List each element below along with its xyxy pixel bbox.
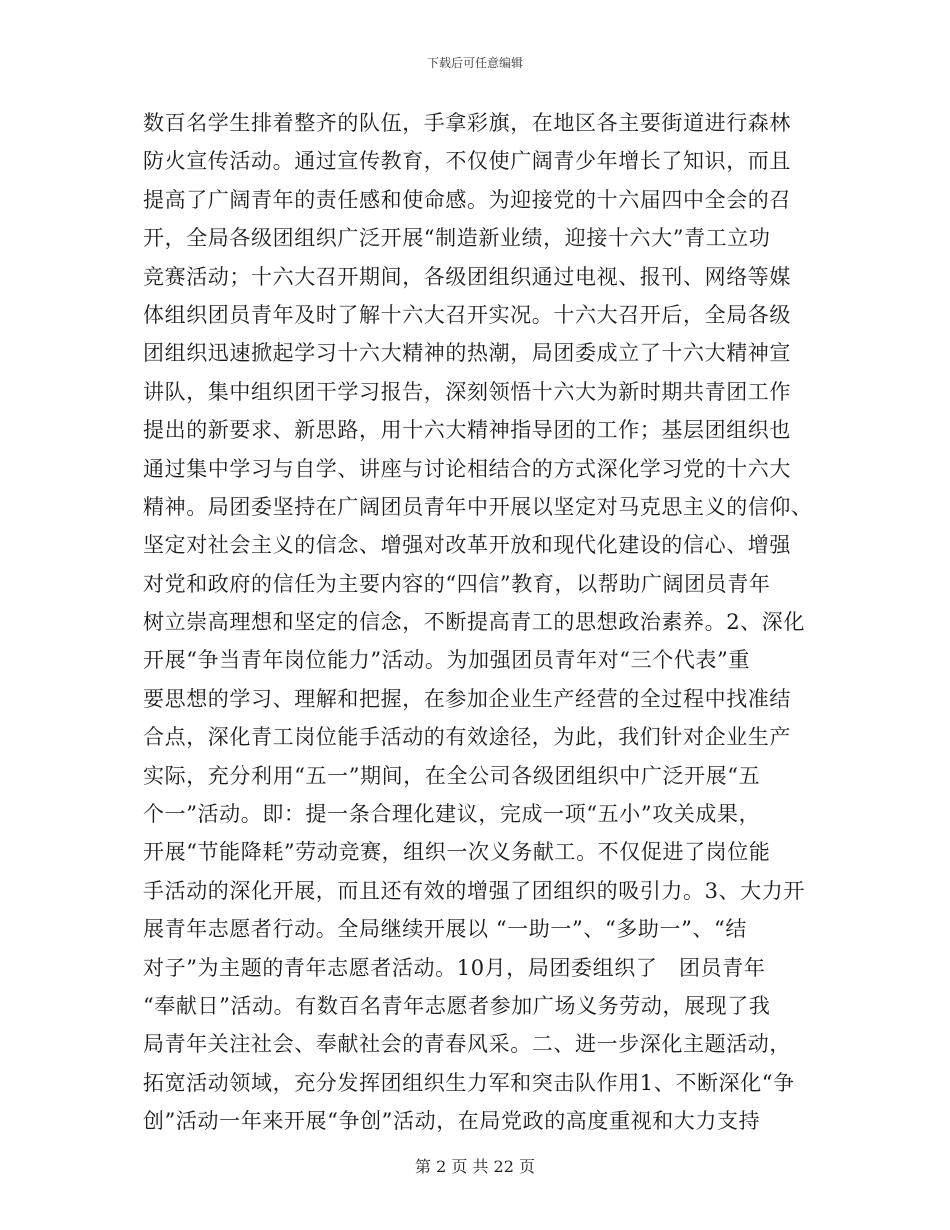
page-header-note: 下载后可任意编辑	[426, 56, 523, 70]
text-line: 拓宽活动领域，充分发挥团组织生力军和突击队作用1、不断深化“争	[143, 1070, 795, 1095]
text-line: 局青年关注社会、奉献社会的青春风采。二、进一步深化主题活动，	[143, 1032, 791, 1057]
page-number: 第 2 页 共 22 页	[415, 1157, 535, 1176]
text-line: 个一”活动。即：提一条合理化建议，完成一项“五小”攻关成果，	[143, 802, 761, 827]
text-line: 防火宣传活动。通过宣传教育，不仅使广阔青少年增长了知识，而且	[143, 149, 791, 174]
text-line: 实际，充分利用“五一”期间，在全公司各级团组织中广泛开展“五	[143, 763, 761, 788]
text-line: 提高了广阔青年的责任感和使命感。为迎接党的十六届四中全会的召	[143, 187, 791, 212]
text-line: 开，全局各级团组织广泛开展“制造新业绩，迎接十六大”青工立功	[143, 226, 771, 251]
text-line: 对党和政府的信任为主要内容的“四信”教育，以帮助广阔团员青年	[143, 571, 771, 596]
text-line: 团组织迅速掀起学习十六大精神的热潮，局团委成立了十六大精神宣	[143, 341, 791, 366]
text-line: 提出的新要求、新思路，用十六大精神指导团的工作；基层团组织也	[143, 418, 791, 443]
text-line: 树立崇高理想和坚定的信念，不断提高青工的思想政治素养。2、深化	[143, 610, 805, 635]
text-line: 开展“争当青年岗位能力”活动。为加强团员青年对“三个代表”重	[143, 648, 750, 673]
text-line: “奉献日”活动。有数百名青年志愿者参加广场义务劳动，展现了我	[143, 993, 771, 1018]
text-line: 通过集中学习与自学、讲座与讨论相结合的方式深化学习党的十六大	[143, 456, 791, 481]
text-line: 竞赛活动；十六大召开期间，各级团组织通过电视、报刊、网络等媒	[143, 264, 791, 289]
text-line: 创”活动一年来开展“争创”活动，在局党政的高度重视和大力支持	[143, 1109, 761, 1134]
text-line: 坚定对社会主义的信念、增强对改革开放和现代化建设的信心、增强	[143, 533, 791, 558]
text-line: 数百名学生排着整齐的队伍，手拿彩旗，在地区各主要街道进行森林	[143, 111, 791, 135]
text-line: 要思想的学习、理解和把握，在参加企业生产经营的全过程中找准结	[143, 686, 791, 711]
text-line: 讲队，集中组织团干学习报告，深刻领悟十六大为新时期共青团工作	[143, 379, 791, 404]
text-line: 展青年志愿者行动。全局继续开展以 “一助一”、“多助一”、“结	[143, 917, 747, 942]
text-line: 合点，深化青工岗位能手活动的有效途径，为此，我们针对企业生产	[143, 725, 791, 750]
text-line: 开展“节能降耗”劳动竞赛，组织一次义务献工。不仅促进了岗位能	[143, 840, 771, 865]
text-line: 体组织团员青年及时了解十六大召开实况。十六大召开后，全局各级	[143, 302, 791, 327]
text-line: 对子”为主题的青年志愿者活动。10月，局团委组织了 团员青年	[143, 955, 766, 980]
text-line: 手活动的深化开展，而且还有效的增强了团组织的吸引力。3、大力开	[143, 878, 805, 903]
body-text	[143, 104, 813, 1141]
text-line: 精神。局团委坚持在广阔团员青年中开展以坚定对马克思主义的信仰、	[143, 494, 813, 519]
